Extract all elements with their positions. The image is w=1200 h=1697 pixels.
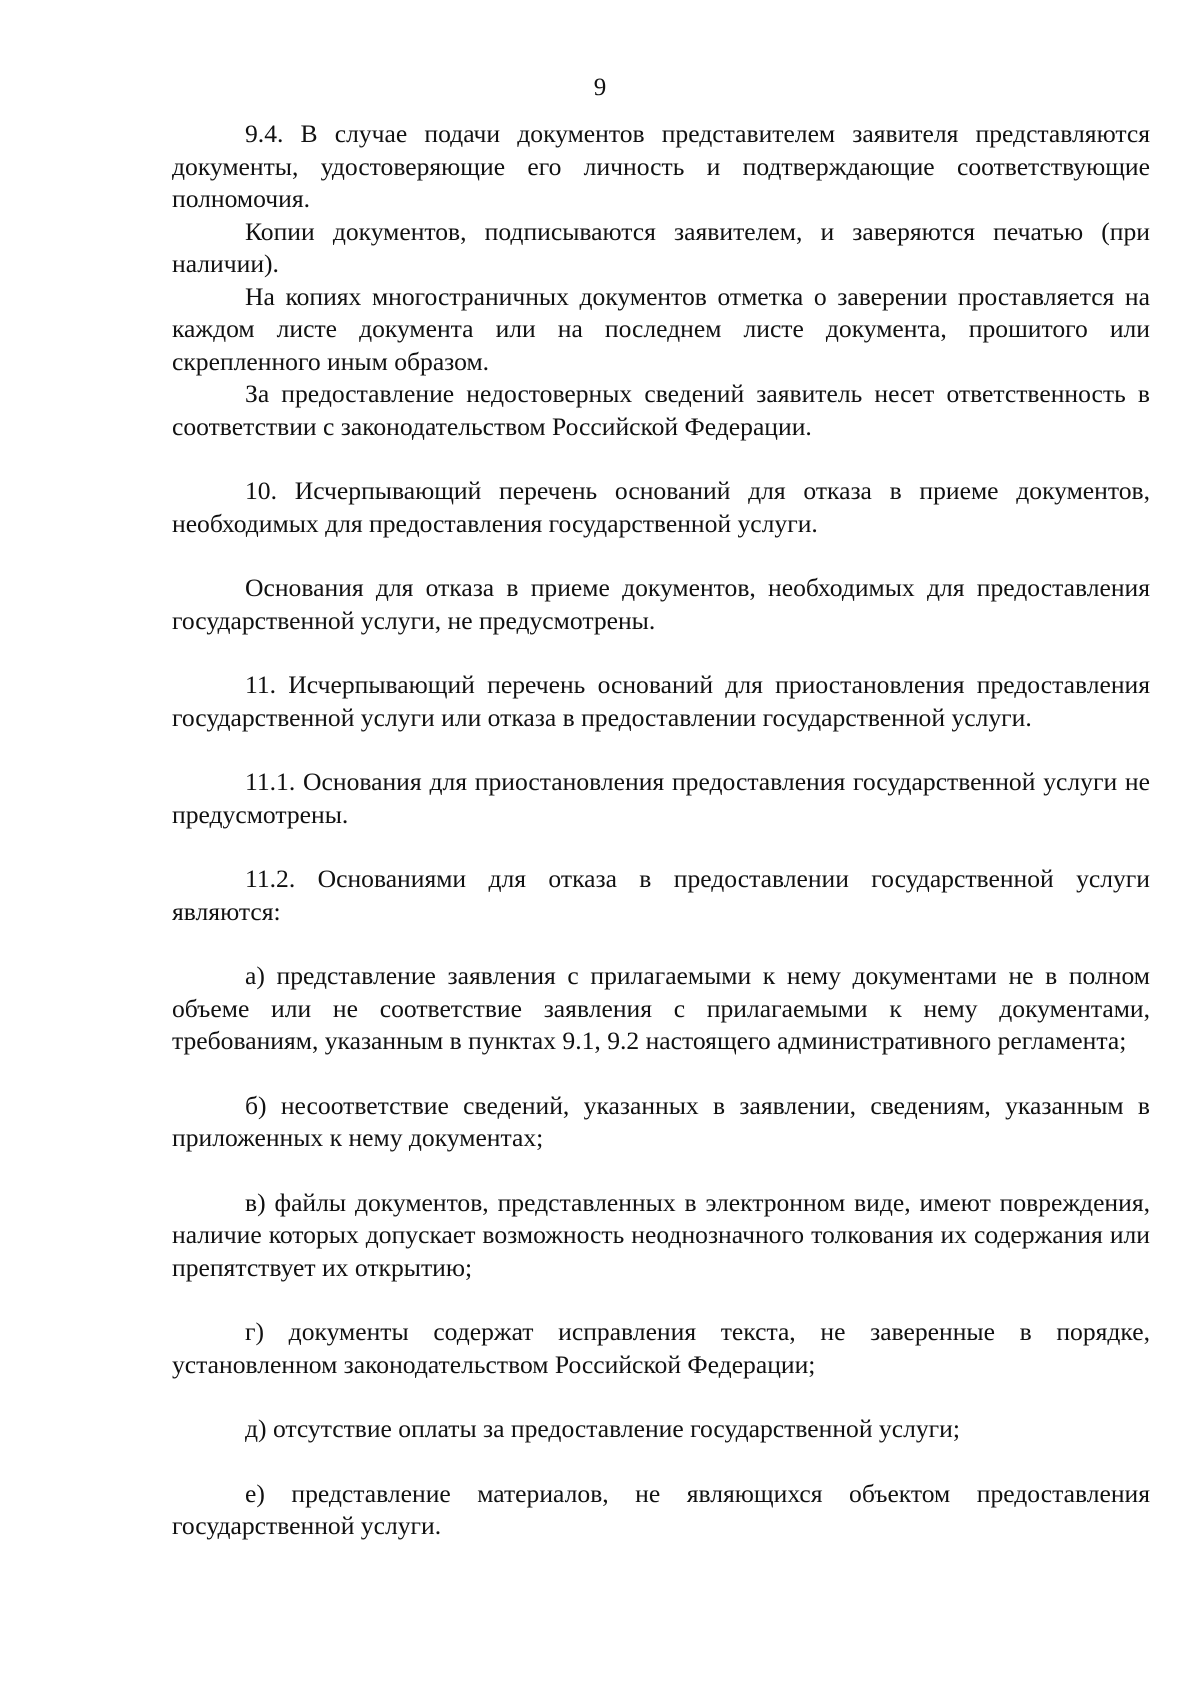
paragraph-section-11: 11. Исчерпывающий перечень оснований для приостановления предоставления государственной услуги или отказа в предоставлении государственной услуги. (172, 670, 1150, 732)
paragraph-responsibility: За предоставление недостоверных сведений заявитель несет ответственность в соответствии с законодательством Российской Федерации. (172, 379, 1150, 441)
paragraph-9-4: 9.4. В случае подачи документов представителем заявителя представляются документы, удостоверяющие его личность и подтверждающие соответствующие полномочия. (172, 119, 1150, 213)
paragraph-section-10: 10. Исчерпывающий перечень оснований для отказа в приеме документов, необходимых для предоставления государственной услуги. (172, 476, 1150, 538)
paragraph-no-refusal-grounds: Основания для отказа в приеме документов, необходимых для предоставления государственной услуги, не предусмотрены. (172, 573, 1150, 635)
list-item-d: д) отсутствие оплаты за предоставление государственной услуги; (245, 1414, 960, 1443)
paragraph-copies-signed: Копии документов, подписываются заявителем, и заверяются печатью (при наличии). (172, 216, 1150, 278)
paragraph-11-2: 11.2. Основаниями для отказа в предоставлении государственной услуги являются: (172, 864, 1150, 926)
list-item-b: б) несоответствие сведений, указанных в заявлении, сведениям, указанным в приложенных к нему документах; (172, 1090, 1150, 1152)
list-item-e: е) представление материалов, не являющихся объектом предоставления государственной услуги. (172, 1478, 1150, 1540)
page-number: 9 (593, 74, 607, 101)
list-item-g: г) документы содержат исправления текста, не заверенные в порядке, установленном законодательством Российской Федерации; (172, 1317, 1150, 1379)
document-body (172, 118, 1150, 1543)
list-item-v: в) файлы документов, представленных в электронном виде, имеют повреждения, наличие которых допускает возможность неоднозначного толкования их содержания или препятствует их открытию; (172, 1187, 1150, 1282)
paragraph-multipage-copies: На копиях многостраничных документов отметка о заверении проставляется на каждом листе документа или на последнем листе документа, прошитого или скрепленного иным образом. (172, 281, 1150, 376)
list-item-a: а) представление заявления с прилагаемыми к нему документами не в полном объеме или не соответствие заявления с прилагаемыми к нему документами, требованиям, указанным в пунктах 9.1, 9.2 настоящего административного регламента; (172, 961, 1150, 1055)
paragraph-11-1: 11.1. Основания для приостановления предоставления государственной услуги не предусмотрены. (172, 767, 1150, 829)
